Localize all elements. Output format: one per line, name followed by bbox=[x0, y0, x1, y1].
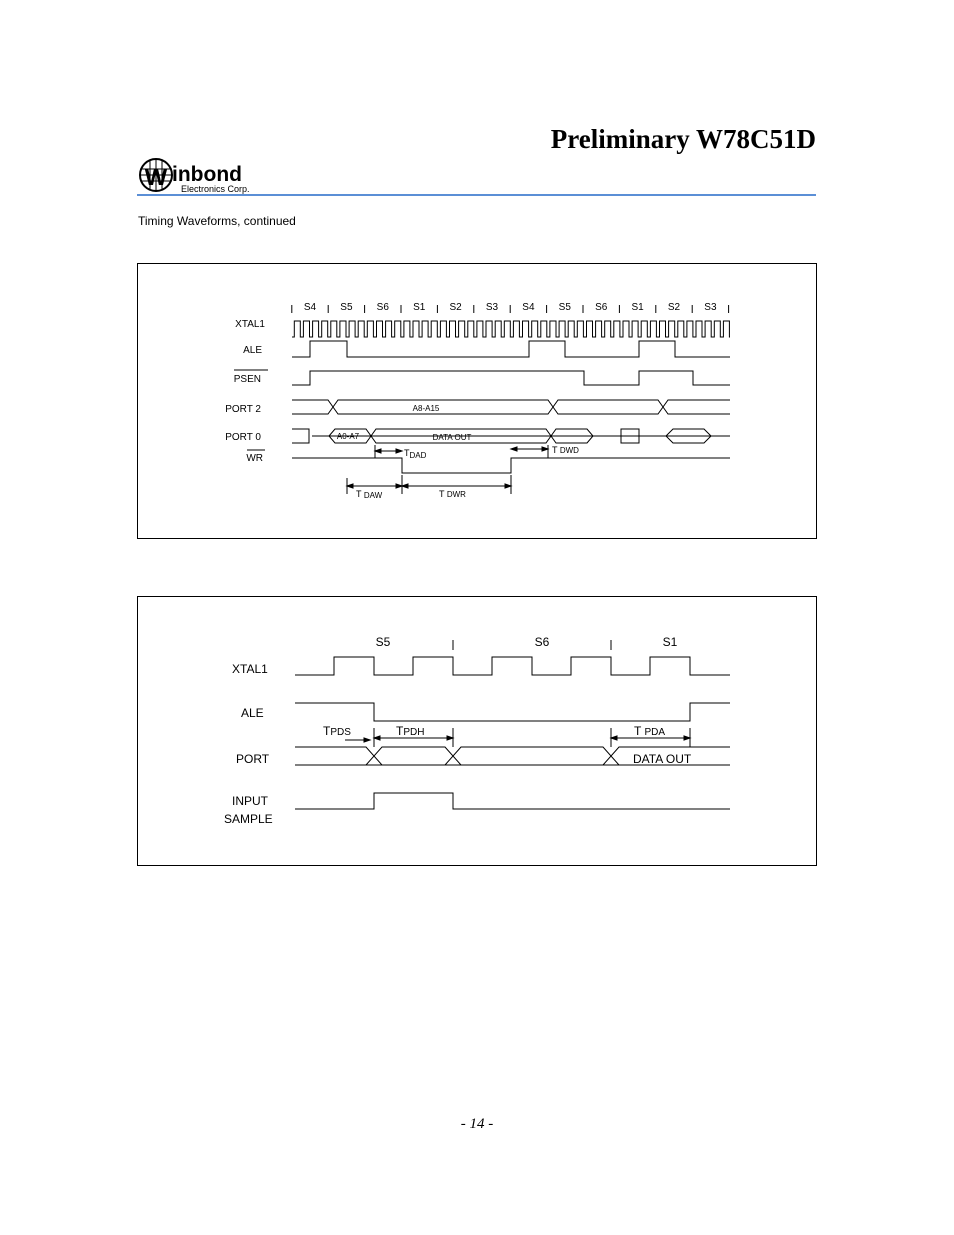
state-label-s1: S1 bbox=[631, 302, 644, 313]
port2-address-label: A8-A15 bbox=[412, 404, 440, 413]
timing-diagram-2 bbox=[137, 596, 817, 866]
signal-label-ale: ALE bbox=[241, 706, 264, 720]
state-label-s2: S2 bbox=[667, 302, 681, 313]
page-number: - 14 - bbox=[460, 1116, 494, 1132]
state-label-s4: S4 bbox=[522, 302, 535, 313]
logo-wordmark: inbond bbox=[172, 163, 242, 186]
tdad-arrowhead bbox=[375, 449, 381, 453]
ale-waveform bbox=[292, 341, 730, 357]
tpda-label: T PDA bbox=[634, 724, 666, 738]
logo-initial: W bbox=[144, 164, 168, 191]
page-title: Preliminary W78C51D bbox=[550, 124, 816, 154]
tdad-arrowhead-2 bbox=[396, 449, 402, 453]
timing-diagram-1 bbox=[137, 263, 817, 539]
tdwd-arrowhead bbox=[511, 447, 517, 451]
wr-waveform bbox=[292, 458, 730, 473]
port0-data-label: DATA OUT bbox=[432, 433, 472, 442]
port2-bus bbox=[292, 400, 730, 414]
port-data-out-label: DATA OUT bbox=[633, 752, 692, 766]
state-label-s2: S2 bbox=[449, 302, 462, 313]
state-label-s5: S5 bbox=[558, 302, 571, 313]
tpds-arrowhead bbox=[364, 738, 370, 742]
section-subtitle: Timing Waveforms, continued bbox=[138, 214, 296, 228]
xtal1-waveform bbox=[295, 657, 730, 675]
ale-waveform bbox=[295, 703, 730, 721]
tdwr-arrowhead-2 bbox=[505, 484, 511, 488]
tdaw-label: T DAW bbox=[356, 489, 383, 500]
signal-label-port0: PORT 0 bbox=[225, 432, 261, 443]
signal-label-port: PORT bbox=[236, 752, 270, 766]
signal-label-ale: ALE bbox=[243, 345, 262, 356]
state-label-s1: S1 bbox=[413, 302, 426, 313]
tdwr-arrowhead bbox=[402, 484, 408, 488]
state-labels bbox=[292, 302, 729, 313]
state-label-s5: S5 bbox=[340, 302, 353, 313]
logo-subtext: Electronics Corp. bbox=[181, 184, 250, 194]
tdwd-label: T DWD bbox=[552, 445, 579, 455]
tdwr-label: T DWR bbox=[439, 489, 466, 499]
signal-label-xtal1: XTAL1 bbox=[235, 319, 265, 330]
state-label-s4: S4 bbox=[303, 302, 317, 313]
signal-label-input: INPUT bbox=[232, 794, 268, 808]
input-sample-waveform bbox=[295, 793, 730, 809]
tpdh-label: TPDH bbox=[396, 724, 425, 738]
port0-address-label: A0-A7 bbox=[336, 432, 360, 441]
xtal1-waveform bbox=[292, 321, 730, 337]
tdwd-arrowhead-2 bbox=[542, 447, 548, 451]
tpdh-arrowhead-2 bbox=[447, 736, 453, 740]
tdaw-arrowhead bbox=[347, 484, 353, 488]
tpda-arrowhead-2 bbox=[684, 736, 690, 740]
state-label-s3: S3 bbox=[485, 302, 499, 313]
state-label-s1: S1 bbox=[662, 635, 678, 649]
company-logo bbox=[139, 156, 269, 196]
xtal1-clock-trace bbox=[292, 321, 730, 337]
signal-label-sample: SAMPLE bbox=[224, 812, 273, 826]
state-label-s6: S6 bbox=[376, 302, 389, 313]
state-label-s6: S6 bbox=[595, 302, 608, 313]
tdad-label: TDAD bbox=[404, 448, 427, 460]
signal-label-psen: PSEN bbox=[233, 374, 261, 385]
tpda-arrowhead bbox=[611, 736, 617, 740]
signal-label-port2: PORT 2 bbox=[225, 404, 261, 415]
state-label-s5: S5 bbox=[375, 635, 391, 649]
state-labels bbox=[376, 635, 678, 650]
state-label-s3: S3 bbox=[704, 302, 717, 313]
signal-label-xtal1: XTAL1 bbox=[232, 662, 268, 676]
tpds-label: TPDS bbox=[323, 724, 351, 738]
psen-waveform bbox=[292, 371, 730, 385]
signal-label-wr: WR bbox=[246, 453, 263, 464]
header-divider bbox=[137, 194, 816, 196]
tpdh-arrowhead bbox=[374, 736, 380, 740]
state-label-s6: S6 bbox=[534, 635, 550, 649]
